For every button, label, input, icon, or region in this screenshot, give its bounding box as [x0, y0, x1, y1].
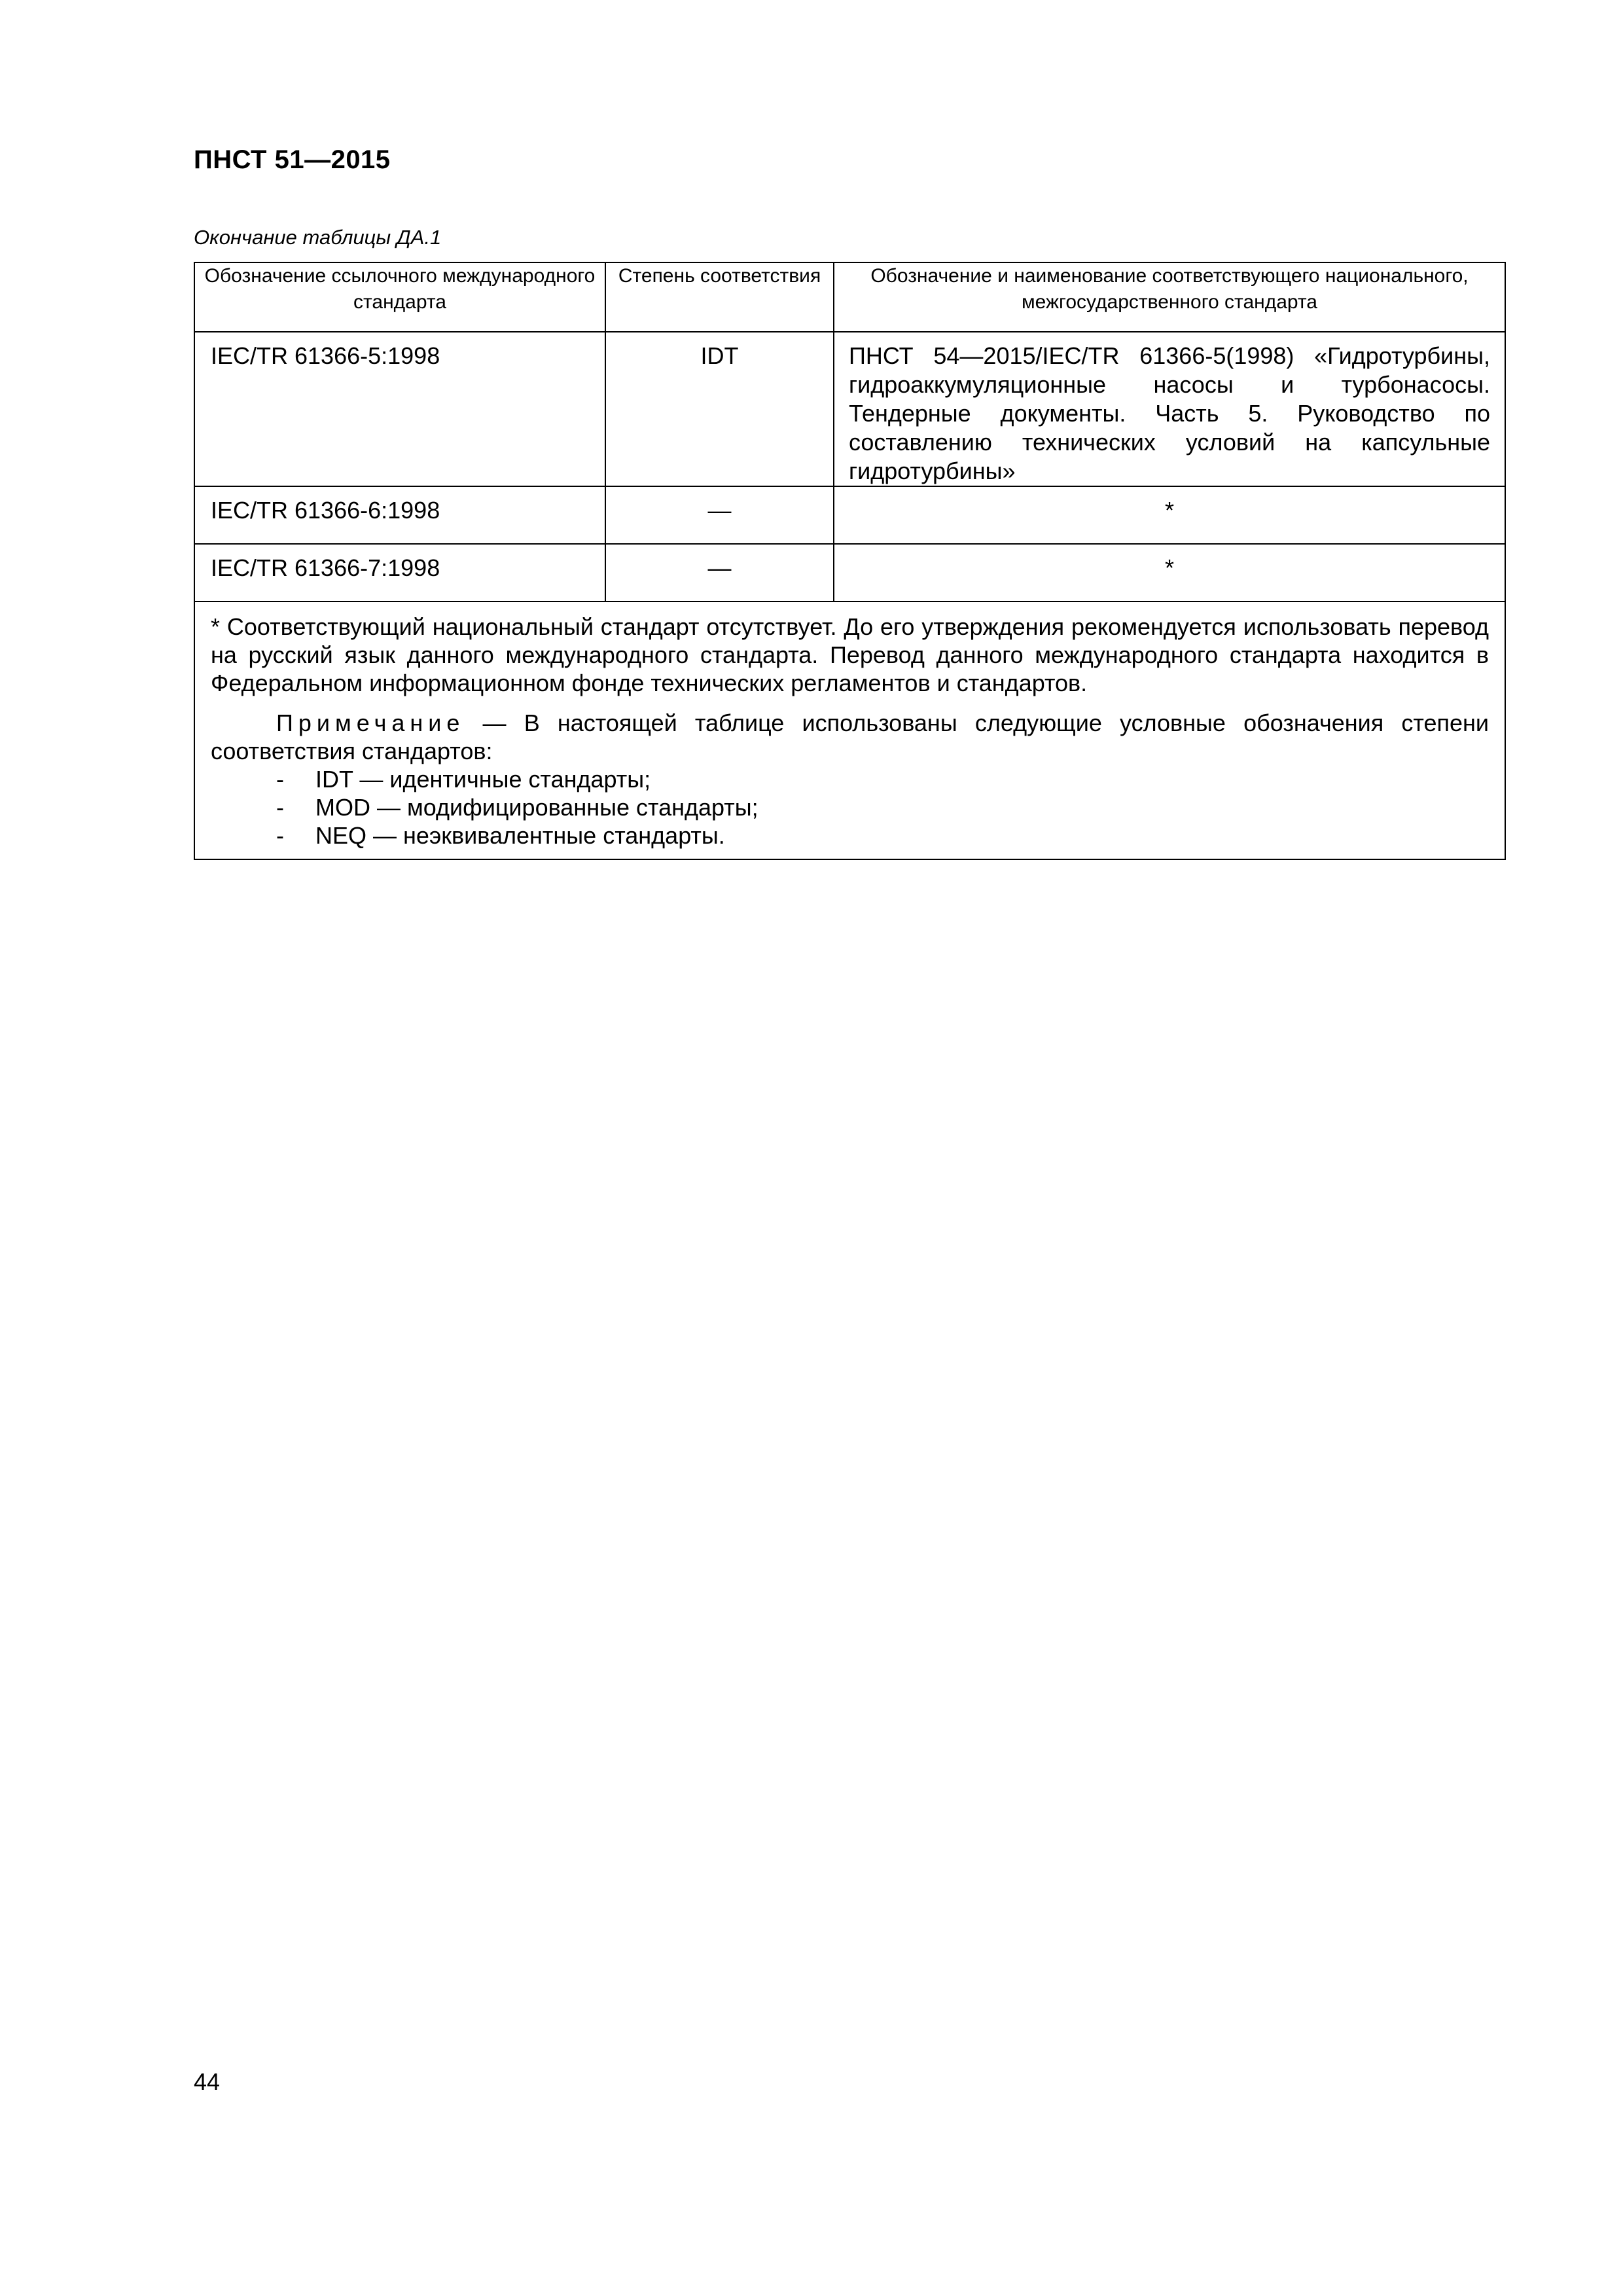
cell-degree: —	[605, 486, 834, 544]
column-header-ref: Обозначение ссылочного международного стандарта	[194, 262, 605, 332]
cell-ref: IEC/TR 61366-5:1998	[194, 332, 605, 486]
cell-ref: IEC/TR 61366-7:1998	[194, 544, 605, 601]
list-item	[211, 793, 1489, 821]
cell-national: *	[834, 486, 1505, 544]
document-code: ПНСТ 51—2015	[194, 145, 391, 174]
cell-degree: IDT	[605, 332, 834, 486]
table-row	[194, 544, 1505, 601]
list-item-text: MOD — модифицированные стандарты;	[315, 794, 758, 821]
table-footnote: * Соответствующий национальный стандарт отсутствует. До его утверждения рекомендуется использовать перевод на русский язык данного международного стандарта. Перевод данного международного стандарта находится в Федеральном информационном фонде технических регламентов и стандартов.	[211, 613, 1489, 696]
table-note	[211, 709, 1489, 765]
table-caption: Окончание таблицы ДА.1	[194, 226, 442, 249]
table-row	[194, 486, 1505, 544]
note-heading: Примечание	[276, 709, 465, 736]
cell-degree: —	[605, 544, 834, 601]
note-list	[211, 765, 1489, 850]
list-item	[211, 821, 1489, 850]
page-number: 44	[194, 2068, 221, 2095]
table-row	[194, 332, 1505, 486]
list-item-text: NEQ — неэквивалентные стандарты.	[315, 822, 725, 849]
column-header-national: Обозначение и наименование соответствующего национального, межгосударственного стандарта	[834, 262, 1505, 332]
list-item	[211, 765, 1489, 793]
table-header-row	[194, 262, 1505, 332]
column-header-degree: Степень соответствия	[605, 262, 834, 332]
list-bullet: -	[276, 822, 284, 849]
cell-national: *	[834, 544, 1505, 601]
list-bullet: -	[276, 794, 284, 821]
footnote-cell	[194, 601, 1505, 859]
table-footnote-row	[194, 601, 1505, 859]
standards-table	[194, 262, 1506, 860]
note-text: — В настоящей таблице использованы следующие условные обозначения степени соответствия стандартов:	[211, 709, 1489, 764]
cell-national: ПНСТ 54—2015/IEC/TR 61366-5(1998) «Гидротурбины, гидроаккумуляционные насосы и турбонасосы. Тендерные документы. Часть 5. Руководство по составлению технических условий на капсульные гидротурбины»	[834, 332, 1505, 486]
cell-ref: IEC/TR 61366-6:1998	[194, 486, 605, 544]
list-item-text: IDT — идентичные стандарты;	[315, 766, 651, 793]
list-bullet: -	[276, 766, 284, 793]
